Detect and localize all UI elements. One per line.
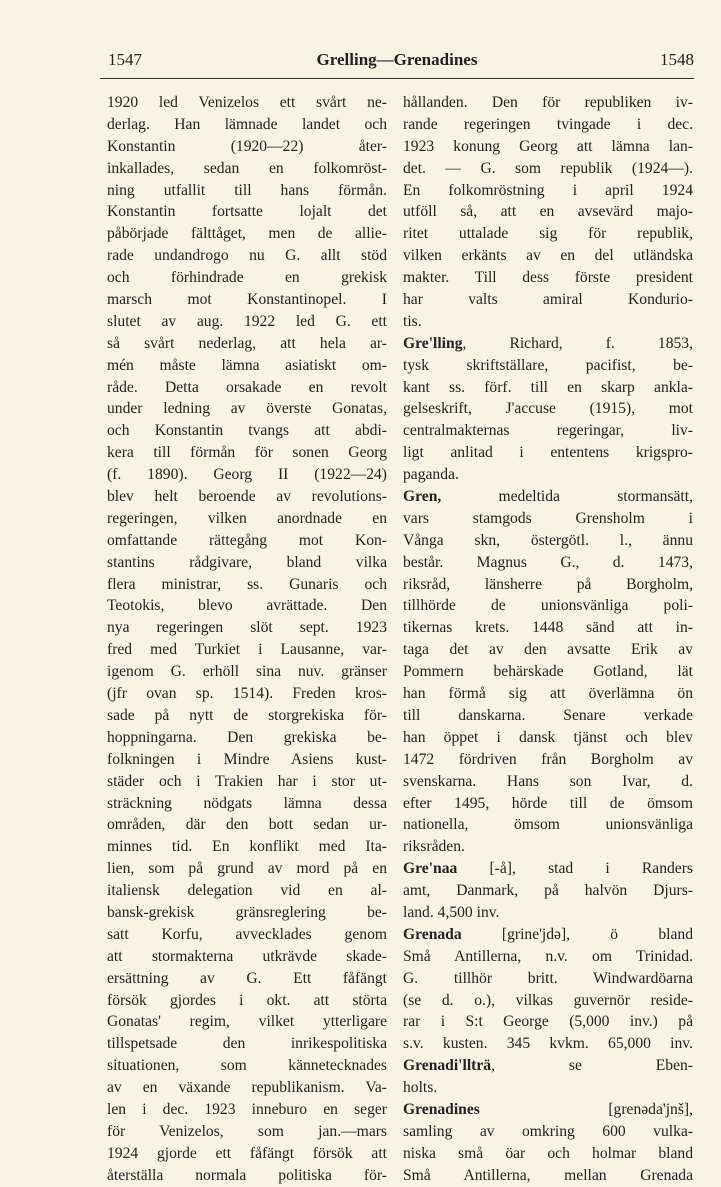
text-line: ritet uttalade sig för republik, <box>403 225 693 243</box>
text-line: tis. <box>403 312 422 330</box>
text-line: Grenadines [grenəda'jnš], <box>403 1100 693 1118</box>
text-line: taga det av den avsatte Erik av <box>403 641 693 659</box>
text-line: Konstantin fortsatte lojalt det <box>107 203 387 221</box>
text-line: återställa normala politiska för- <box>107 1166 387 1184</box>
text-line: paganda. <box>403 466 459 484</box>
text-line: Teotokis, blevo avrättade. Den <box>107 597 387 615</box>
text-line: hoppningarna. Den grekiska be- <box>107 728 387 746</box>
text-line: G. tillhör britt. Windwardöarna <box>403 969 693 987</box>
text-line: han öppet i dansk tjänst och blev <box>403 728 693 746</box>
text-line: ersättning av G. Ett fåfängt <box>107 969 387 987</box>
text-line: centralmakternas regeringar, liv- <box>403 422 693 440</box>
text-line: derlag. Han lämnade landet och <box>107 115 387 133</box>
text-line: påbörjade fälttåget, men de allie- <box>107 225 387 243</box>
text-line: rade undandrogo nu G. allt stöd <box>107 247 387 265</box>
text-line: riksråden. <box>403 838 465 856</box>
text-line: lien, som på grund av mord på en <box>107 860 387 878</box>
text-line: 1472 fördriven från Borgholm av <box>403 750 693 768</box>
text-line: tillhörde de unionsvänliga poli- <box>403 597 693 615</box>
text-line: vilken erkänts av en del utländska <box>403 247 693 265</box>
text-line: riksråd, länsherre på Borgholm, <box>403 575 693 593</box>
text-line: att stormakterna utkrävde skade- <box>107 947 387 965</box>
right-text-column <box>403 92 693 1187</box>
left-text-column <box>107 92 387 1187</box>
text-line: samling av omkring 600 vulka- <box>403 1122 693 1140</box>
text-line: och Konstantin tvangs att abdi- <box>107 422 387 440</box>
text-line: och förhindrade en grekisk <box>107 269 387 287</box>
text-line: består. Magnus G., d. 1473, <box>403 553 693 571</box>
text-line: Grenada [grine'jdə], ö bland <box>403 925 693 943</box>
text-line: tysk skriftställare, pacifist, be- <box>403 356 693 374</box>
text-line: slutet av aug. 1922 led G. ett <box>107 312 387 330</box>
text-line: stantins rådgivare, bland vilka <box>107 553 387 571</box>
text-line: det. — G. som republik (1924—). <box>403 159 693 177</box>
text-line: för Venizelos, som jan.—mars <box>107 1122 387 1140</box>
text-line: ning utfallit till hans förmån. <box>107 181 387 199</box>
text-line: satt Korfu, avvecklades genom <box>107 925 387 943</box>
text-line: tikernas krets. 1448 sänd att in- <box>403 619 693 637</box>
text-line: under ledning av överste Gonatas, <box>107 400 387 418</box>
text-line: nationella, ömsom unionsvänliga <box>403 816 693 834</box>
text-line: områden, där den bott sedan ur- <box>107 816 387 834</box>
right-page-number: 1548 <box>660 50 694 69</box>
text-line: makter. Till dess förste president <box>403 269 693 287</box>
page-header <box>100 50 694 79</box>
text-line: folkningen i Mindre Asiens kust- <box>107 750 387 768</box>
text-line: utföll så, att en avsevärd majo- <box>403 203 693 221</box>
text-line: så svårt nederlag, att hela ar- <box>107 334 387 352</box>
text-line: nya regeringen slöt sept. 1923 <box>107 619 387 637</box>
text-line: Små Antillerna, n.v. om Trinidad. <box>403 947 693 965</box>
text-line: bansk-grekisk gränsreglering be- <box>107 903 387 921</box>
text-line: råde. Detta orsakade en revolt <box>107 378 387 396</box>
text-line: Små Antillerna, mellan Grenada <box>403 1166 693 1184</box>
text-line: niska små öar och holmar bland <box>403 1144 693 1162</box>
text-line: marsch mot Konstantinopel. I <box>107 291 387 309</box>
text-line: italiensk delegation vid en al- <box>107 882 387 900</box>
text-line: Gonatas' regim, vilket ytterligare <box>107 1013 387 1031</box>
text-line: kant ss. förf. till en skarp ankla- <box>403 378 693 396</box>
text-line: 1920 led Venizelos ett svårt ne- <box>107 94 387 111</box>
text-line: minnes tid. En konflikt med Ita- <box>107 838 387 856</box>
text-line: Pommern behärskade Gotland, lät <box>403 663 693 681</box>
text-line: har valts amiral Kondurio- <box>403 291 693 309</box>
text-line: försök gjordes i okt. att störta <box>107 991 387 1009</box>
text-line: efter 1495, hörde till de ömsom <box>403 794 693 812</box>
text-line: holts. <box>403 1079 438 1097</box>
text-line: (se d. o.), vilkas guvernör reside- <box>403 991 693 1009</box>
text-line: 1923 konung Georg att lämna lan- <box>403 137 693 155</box>
text-line: s.v. kusten. 345 kvkm. 65,000 inv. <box>403 1035 693 1053</box>
text-line: Gren, medeltida stormansätt, <box>403 488 693 506</box>
text-line: Vånga skn, östergötl. l., ännu <box>403 531 693 549</box>
text-line: gelseskrift, J'accuse (1915), mot <box>403 400 693 418</box>
text-line: igenom G. erhöll sina nuv. gränser <box>107 663 387 681</box>
text-line: han förmå sig att överlämna ön <box>403 685 693 703</box>
text-line: land. 4,500 inv. <box>403 903 500 921</box>
text-line: amt, Danmark, på halvön Djurs- <box>403 882 693 900</box>
text-line: 1924 gjorde ett fåfängt försök att <box>107 1144 387 1162</box>
text-line: blev helt beroende av revolutions- <box>107 488 387 506</box>
text-line: tillspetsade den inrikespolitiska <box>107 1035 387 1053</box>
text-line: vars stamgods Grensholm i <box>403 509 693 527</box>
text-line: (jfr ovan sp. 1514). Freden kros- <box>107 685 387 703</box>
text-line: flera ministrar, ss. Gunaris och <box>107 575 387 593</box>
text-line: sträckning nödgats lämna dessa <box>107 794 387 812</box>
text-line: av en växande republikanism. Va- <box>107 1079 387 1097</box>
text-line: hållanden. Den för republiken iv- <box>403 94 693 111</box>
text-line: inkallades, sedan en folkomröst- <box>107 159 387 177</box>
text-line: len i dec. 1923 inneburo en seger <box>107 1100 387 1118</box>
text-line: omfattande rättegång mot Kon- <box>107 531 387 549</box>
page-title: Grelling—Grenadines <box>316 50 478 69</box>
text-line: (f. 1890). Georg II (1922—24) <box>107 466 387 484</box>
text-line: ligt anlitad i ententens krigspro- <box>403 444 693 462</box>
text-line: En folkomröstning i april 1924 <box>403 181 693 199</box>
text-line: Gre'naa [-å], stad i Randers <box>403 860 693 878</box>
text-line: till danskarna. Senare verkade <box>403 706 693 724</box>
left-page-number: 1547 <box>108 50 142 69</box>
text-line: sade på nytt de storgrekiska för- <box>107 706 387 724</box>
text-line: situationen, som kännetecknades <box>107 1057 387 1075</box>
text-line: städer och i Trakien har i stor ut- <box>107 772 387 790</box>
text-line: Konstantin (1920—22) åter- <box>107 137 387 155</box>
text-line: rar i S:t George (5,000 inv.) på <box>403 1013 693 1031</box>
text-line: kera till förmån för sonen Georg <box>107 444 387 462</box>
text-line: Gre'lling, Richard, f. 1853, <box>403 334 693 352</box>
text-line: regeringen, vilken anordnade en <box>107 509 387 527</box>
text-line: svenskarna. Hans son Ivar, d. <box>403 772 693 790</box>
text-line: Grenadi'llträ, se Eben- <box>403 1057 693 1075</box>
text-line: fred med Turkiet i Lausanne, var- <box>107 641 387 659</box>
text-line: rande regeringen tvingade i dec. <box>403 115 693 133</box>
text-line: mén måste lämna asiatiskt om- <box>107 356 387 374</box>
